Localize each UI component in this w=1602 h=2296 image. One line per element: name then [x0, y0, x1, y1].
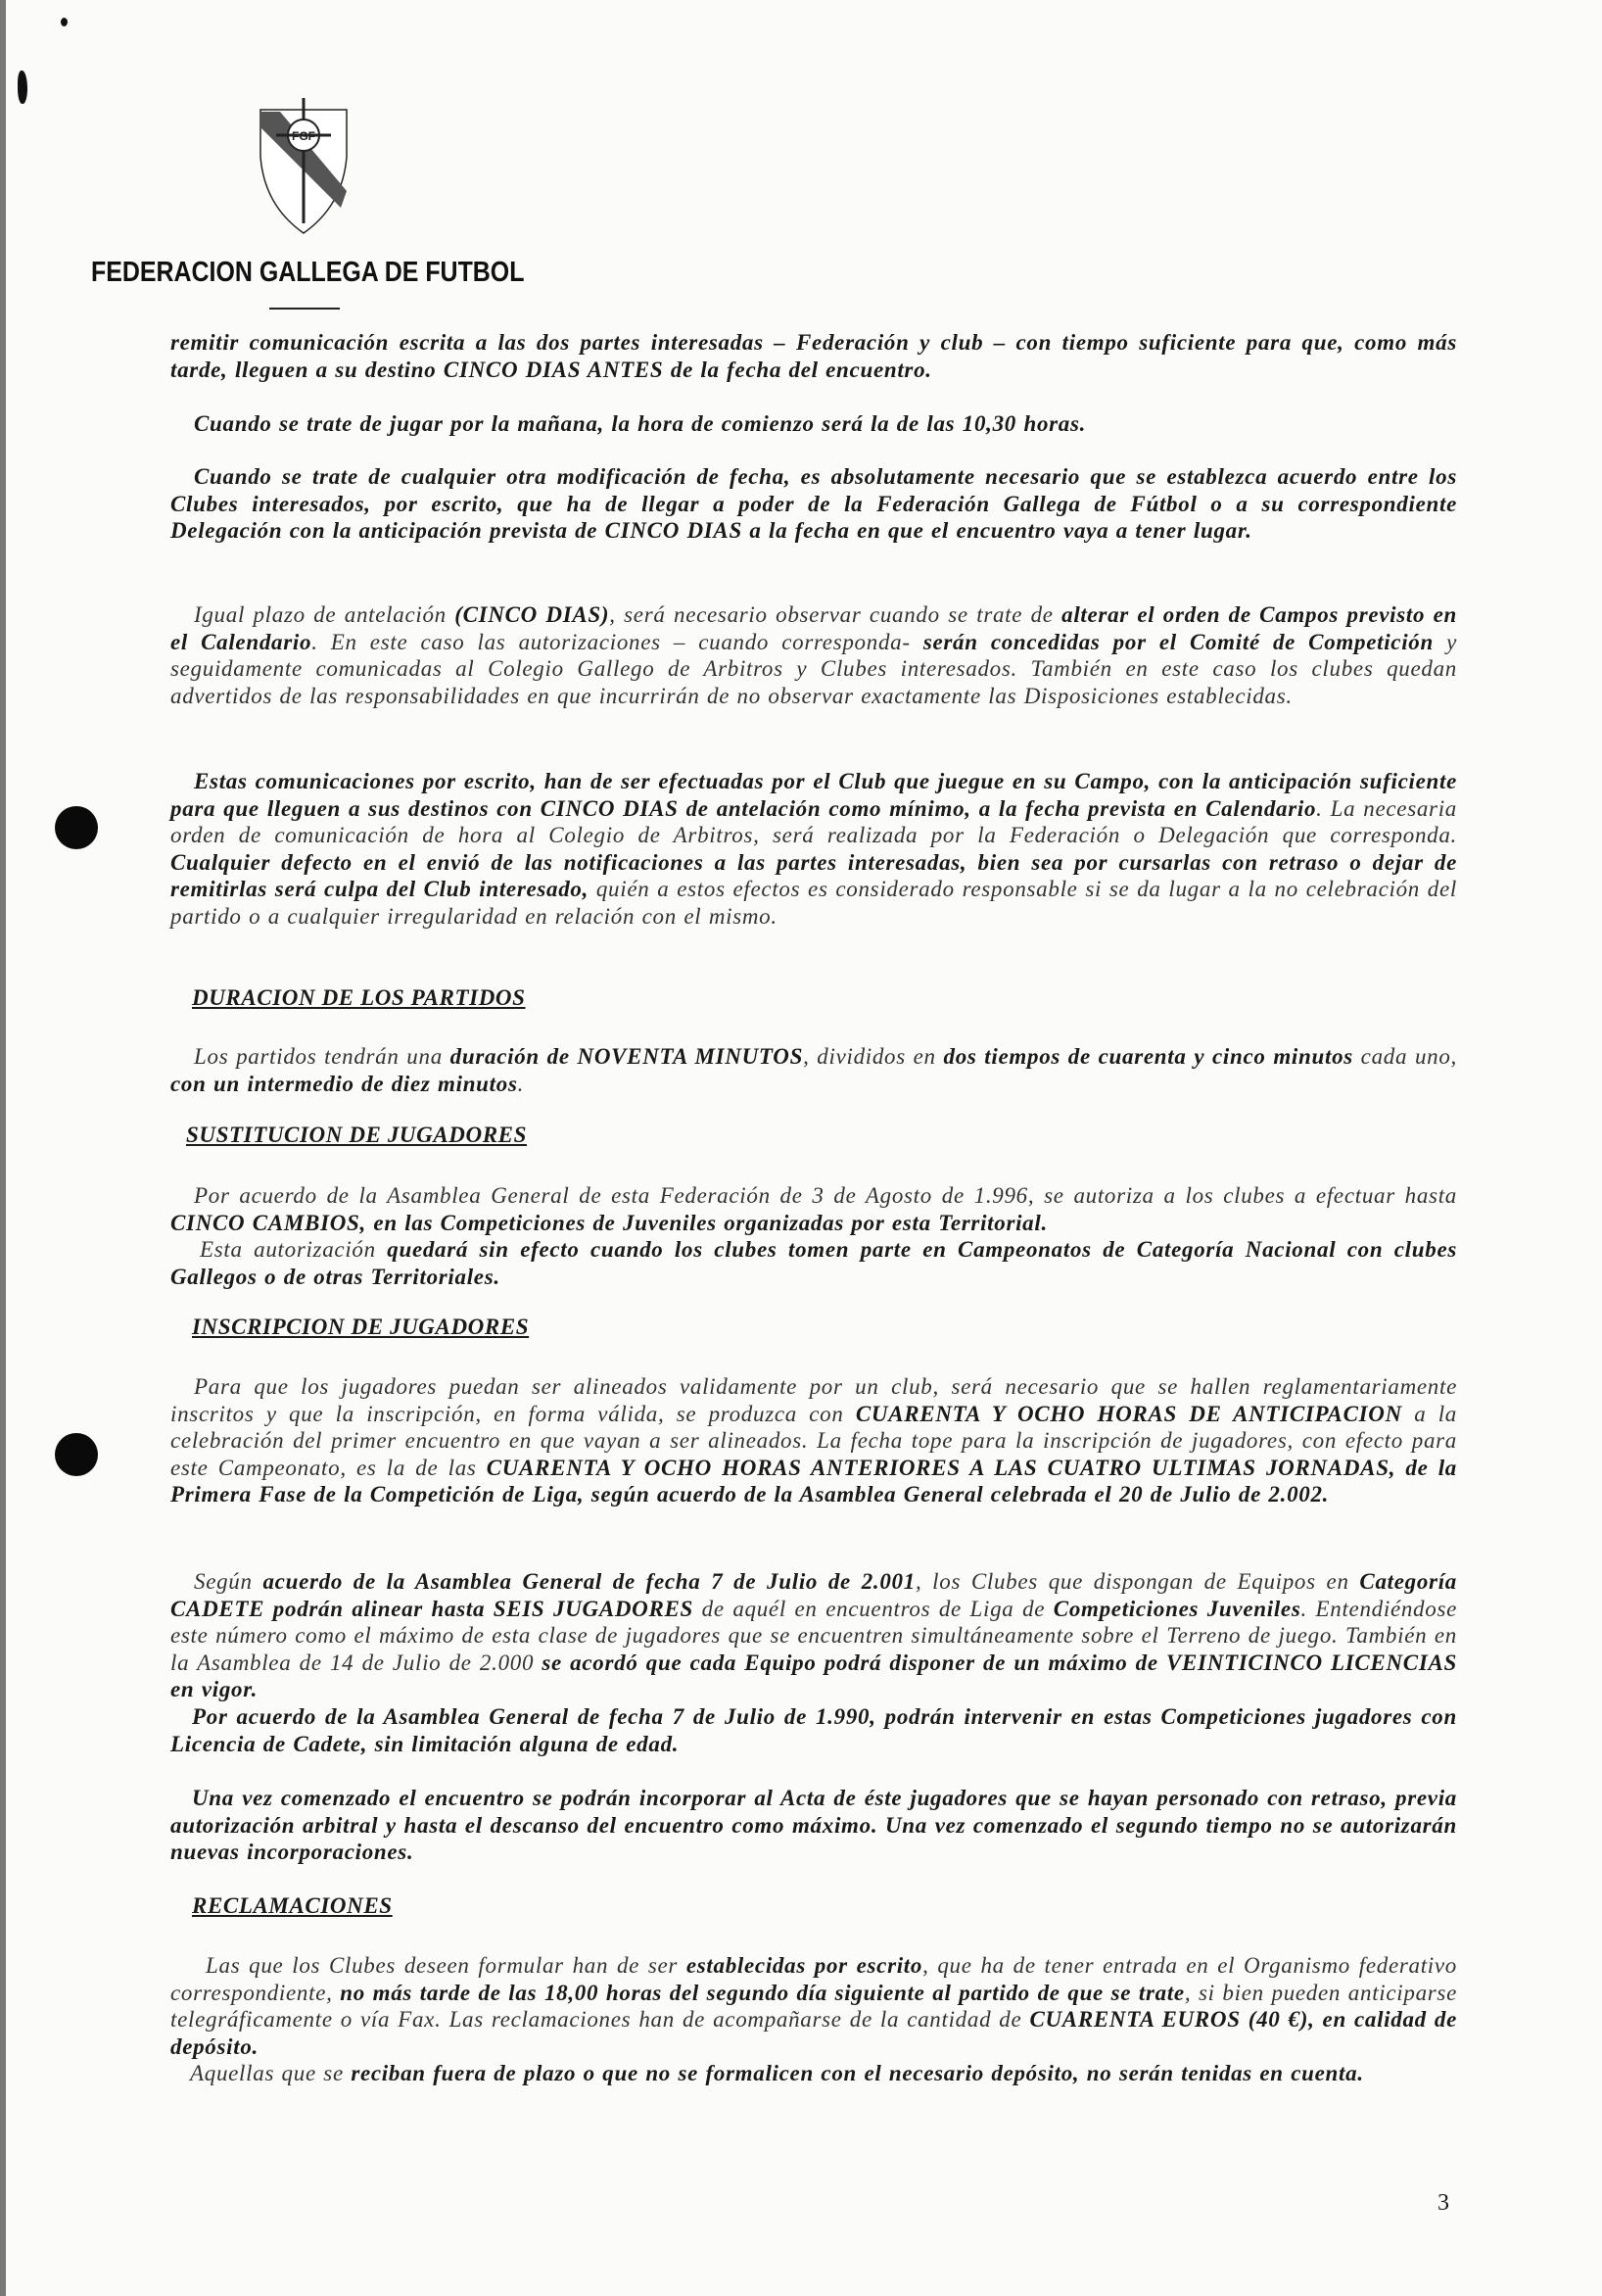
text-run: de aquél en encuentros de Liga de	[693, 1596, 1054, 1621]
text-run: Esta autorización	[200, 1237, 388, 1262]
bold-text-run: Una vez comenzado el encuentro se podrán incorporar al Acta de éste jugadores que se hayan personado con retraso, previa autorización arbitral y hasta el descanso del encuentro como máximo. Una vez comenzado el segundo tiempo no se autorizarán nuevas incorporaciones.	[170, 1786, 1457, 1865]
paragraph-match-duration	[170, 1043, 1457, 1097]
bold-text-run: duración de NOVENTA MINUTOS	[449, 1044, 804, 1069]
bold-text-run: Estas comunicaciones por escrito, han de ser efectuadas por el Club que juegue en su Campo, con la anticipación suficiente para que lleguen a sus destinos con CINCO DIAS de antelación como mínimo, a la fecha prevista en Calendario	[170, 769, 1457, 821]
text-run: , será necesario observar cuando se trate de	[609, 602, 1062, 627]
text-run: . Entendiéndose este número como el máximo de esta clase de jugadores que se encuentren simultáneamente sobre el Terreno de juego. También en la Asamblea de 14 de Julio de 2.000	[170, 1596, 1458, 1675]
bold-text-run: remitir comunicación escrita a las dos partes interesadas – Federación y club – con tiempo suficiente para que, como más tarde, lleguen a su destino CINCO DIAS ANTES de la fecha del encuentro.	[170, 330, 1457, 382]
text-run: Aquellas que se	[190, 2061, 352, 2085]
bold-text-run: Cuando se trate de jugar por la mañana, la hora de comienzo será la de las 10,30 horas.	[194, 411, 1087, 436]
text-run: Por acuerdo de la Asamblea General de esta Federación de 3 de Agosto de 1.996, se autoriza a los clubes a efectuar hasta	[194, 1183, 1457, 1208]
text-run: cada uno,	[1352, 1044, 1457, 1069]
text-run: Los partidos tendrán una	[194, 1044, 450, 1069]
bold-text-run: dos tiempos de cuarenta y cinco minutos	[943, 1044, 1353, 1069]
paragraph-registration	[170, 1373, 1457, 1508]
bold-text-run: Categoría CADETE podrán alinear hasta SEIS JUGADORES	[170, 1569, 1457, 1621]
paragraph-late-claims	[170, 2060, 1457, 2087]
binder-hole	[55, 806, 98, 849]
text-run: .	[517, 1071, 525, 1096]
paragraph-morning-kickoff	[194, 410, 1457, 438]
text-run: , divididos en	[803, 1044, 944, 1069]
binder-hole	[55, 1433, 98, 1476]
heading-match-duration: DURACION DE LOS PARTIDOS	[192, 985, 526, 1010]
bold-text-run: serán concedidas por el Comité de Competición	[922, 629, 1434, 654]
text-run: quién a estos efectos es considerado responsable si se da lugar a la no celebración del partido o a cualquier irregularidad en relación con el mismo.	[170, 877, 1457, 929]
bold-text-run: CINCO CAMBIOS, en las Competiciones de Juveniles organizadas por esta Territorial.	[170, 1210, 1048, 1235]
paragraph-substitutions	[170, 1182, 1457, 1236]
bold-text-run: alterar el orden de Campos previsto en el Calendario	[170, 602, 1458, 654]
text-run: Según	[194, 1569, 263, 1594]
text-run: , que ha de tener entrada en el Organismo federativo correspondiente,	[170, 1953, 1457, 2005]
paragraph-field-order	[170, 601, 1457, 709]
text-run: , si bien pueden anticiparse telegráficamente o vía Fax. Las reclamaciones han de acompañarse de la cantidad de	[170, 1980, 1457, 2033]
bold-text-run: (CINCO DIAS)	[454, 602, 610, 627]
text-run: . En este caso las autorizaciones – cuando corresponda-	[311, 629, 923, 654]
svg-text:FGF: FGF	[292, 129, 315, 143]
paragraph-substitution-exception	[170, 1236, 1457, 1290]
scan-speck	[61, 18, 68, 26]
bold-text-run: CUARENTA EUROS (40 €), en calidad de depósito.	[170, 2007, 1458, 2059]
bold-text-run: se acordó que cada Equipo podrá disponer de un máximo de VEINTICINCO LICENCIAS en vigor.	[170, 1650, 1458, 1702]
paragraph-date-change	[170, 463, 1457, 545]
paragraph-notification-deadline	[170, 329, 1457, 383]
text-run: y seguidamente comunicadas al Colegio Gallego de Arbitros y Clubes interesados. También en este caso los clubes quedan advertidos de las responsabilidades en que incurrirán de no observar exactamente las Disposiciones establecidas.	[170, 629, 1458, 708]
bold-text-run: no más tarde de las 18,00 horas del segundo día siguiente al partido de que se trate	[340, 1980, 1185, 2005]
bold-text-run: reciban fuera de plazo o que no se formalicen con el necesario depósito, no serán tenidas en cuenta.	[351, 2061, 1364, 2085]
bold-text-run: Cuando se trate de cualquier otra modificación de fecha, es absolutamente necesario que se establezca acuerdo entre los Clubes interesados, por escrito, que ha de llegar a poder de la Federación Gallega de Fútbol o a su correspondiente Delegación con la anticipación prevista de CINCO DIAS a la fecha en que el encuentro vaya a tener lugar.	[170, 464, 1457, 544]
bold-text-run: quedará sin efecto cuando los clubes tomen parte en Campeonatos de Categoría Nacional con clubes Gallegos o de otras Territoriales.	[170, 1237, 1457, 1289]
bold-text-run: CUARENTA Y OCHO HORAS ANTERIORES A LAS CUATRO ULTIMAS JORNADAS, de la Primera Fase de la Competición de Liga, según acuerdo de la Asamblea General celebrada el 20 de Julio de 2.002.	[170, 1455, 1457, 1507]
text-run: . La necesaria orden de comunicación de hora al Colegio de Arbitros, será realizada por la Federación o Delegación que corresponda.	[170, 795, 1457, 848]
federation-crest-logo	[257, 98, 351, 235]
page-number: 3	[1437, 2190, 1449, 2216]
heading-player-registration: INSCRIPCION DE JUGADORES	[192, 1315, 530, 1339]
bold-text-run: Por acuerdo de la Asamblea General de fecha 7 de Julio de 1.990, podrán intervenir en estas Competiciones jugadores con Licencia de Cadete, sin limitación alguna de edad.	[170, 1704, 1457, 1756]
paragraph-written-communications	[170, 768, 1457, 931]
text-run: Para que los jugadores puedan ser alineados validamente por un club, será necesario que se hallen reglamentariamente inscritos y que la inscripción, en forma válida, se produzca con	[170, 1374, 1457, 1426]
paragraph-late-players	[170, 1785, 1457, 1866]
heading-claims: RECLAMACIONES	[192, 1893, 393, 1918]
header-rule	[269, 308, 340, 310]
organization-name: FEDERACION GALLEGA DE FUTBOL	[91, 257, 525, 288]
heading-player-substitution: SUSTITUCION DE JUGADORES	[186, 1123, 527, 1147]
paragraph-claims	[170, 1952, 1457, 2060]
text-run: , los Clubes que dispongan de Equipos en	[915, 1569, 1360, 1594]
bold-text-run: Cualquier defecto en el envió de las notificaciones a las partes interesadas, bien sea por cursarlas con retraso o dejar de remitirlas será culpa del Club interesado,	[170, 849, 1457, 902]
bold-text-run: CUARENTA Y OCHO HORAS DE ANTICIPACION	[855, 1401, 1402, 1426]
scan-edge	[0, 0, 6, 2296]
scan-speck	[18, 71, 27, 104]
text-run: Igual plazo de antelación	[194, 602, 455, 627]
paragraph-cadete-licences	[170, 1703, 1457, 1757]
bold-text-run: Competiciones Juveniles	[1053, 1596, 1301, 1621]
bold-text-run: establecidas por escrito	[685, 1953, 923, 1978]
text-run: Las que los Clubes deseen formular han de ser	[206, 1953, 686, 1978]
paragraph-cadete-players	[170, 1568, 1457, 1703]
bold-text-run: con un intermedio de diez minutos	[170, 1071, 518, 1096]
text-run: a la celebración del primer encuentro en que vayan a ser alineados. La fecha tope para la inscripción de jugadores, con efecto para este Campeonato, es la de las	[170, 1401, 1458, 1480]
bold-text-run: acuerdo de la Asamblea General de fecha 7 de Julio de 2.001	[262, 1569, 916, 1594]
